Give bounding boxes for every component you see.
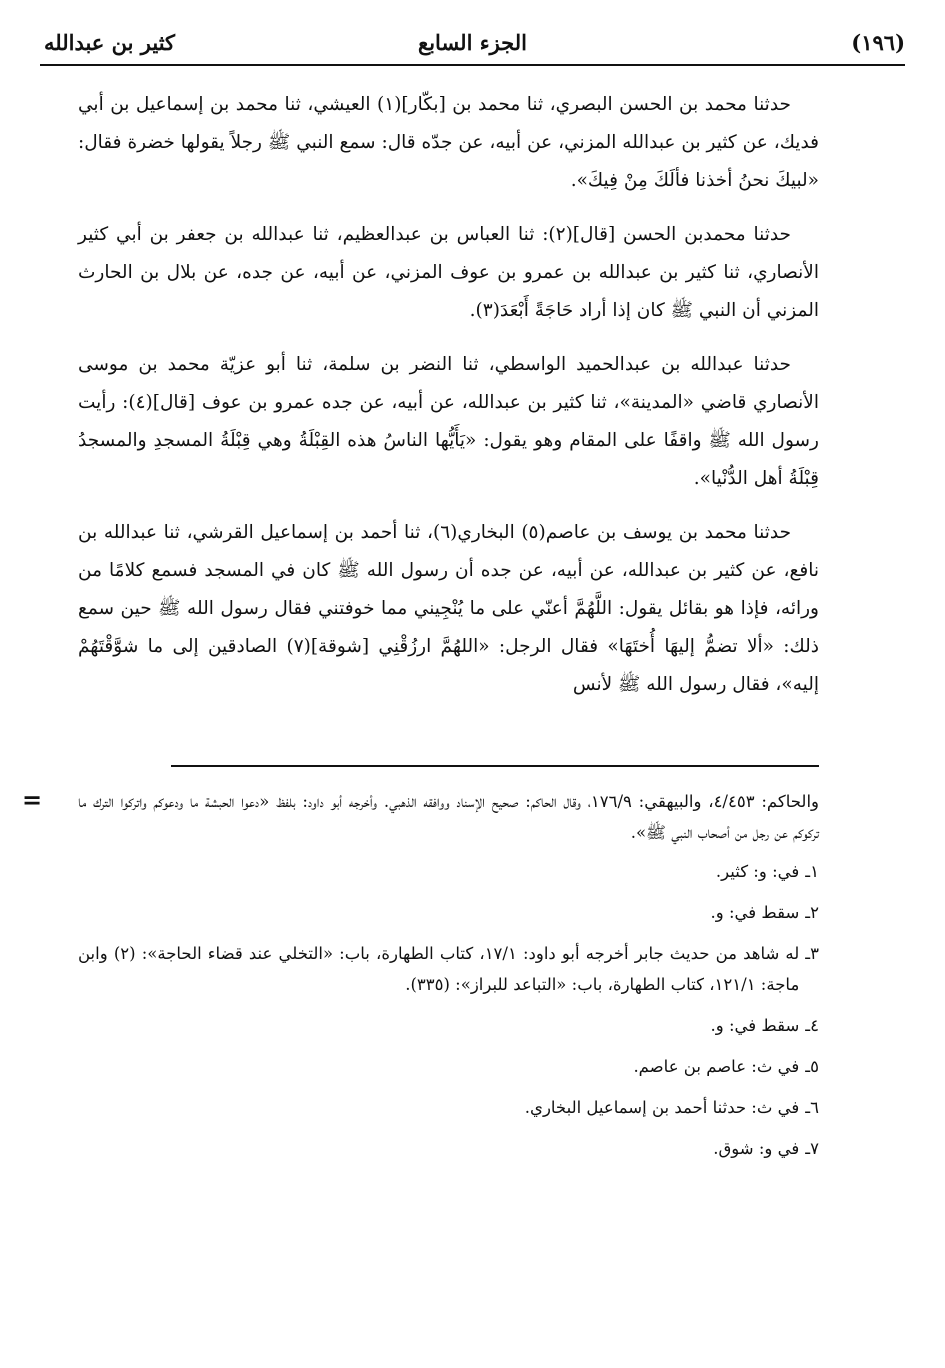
footnote-text: في ث: عاصم بن عاصم. <box>633 1057 800 1076</box>
footnote-text: في ث: حدثنا أحمد بن إسماعيل البخاري. <box>524 1098 800 1117</box>
footnote-number: ٤ـ <box>805 1016 819 1035</box>
footnote-7 <box>78 1133 819 1164</box>
header-rule <box>40 64 905 66</box>
paragraph-4: حدثنا محمد بن يوسف بن عاصم(٥) البخاري(٦)، ثنا أحمد بن إسماعيل القرشي، ثنا عبدالله بن نافع، عن كثير بن عبدالله، عن أبيه، عن جده أن رسول الله ﷺ كان في المسجد فسمع كلامًا من ورائه، فإذا هو بقائل يقول: اللَّهُمَّ أعنّي على ما يُنْجِيني مما خوفتني فقال رسول الله ﷺ حين سمع ذلك: «ألا تضمُّ إليهَا أُختَهَا» فقال الرجل: «اللهُمَّ ارزُقْنِي [شوقة](٧) الصادقين إلى ما شوَّقْتَهُمْ إليه»، فقال رسول الله ﷺ لأنس <box>78 522 819 695</box>
footnote-number: ٦ـ <box>805 1098 819 1117</box>
footnote-number: ٢ـ <box>805 903 819 922</box>
footnote-number: ٣ـ <box>805 944 819 963</box>
footnote-number: ١ـ <box>805 862 819 881</box>
running-head-entry: كثير بن عبدالله <box>44 30 176 55</box>
footnote-text: سقط في: و. <box>710 903 800 922</box>
footnote-continuation <box>22 785 819 848</box>
footnote-number: ٧ـ <box>805 1139 819 1158</box>
footnotes <box>22 785 819 1174</box>
page-number: (١٩٦) <box>851 30 905 55</box>
footnote-text: في: و: كثير. <box>715 862 800 881</box>
footnote-number: ٥ـ <box>805 1057 819 1076</box>
footnote-text: في و: شوق. <box>713 1139 800 1158</box>
running-head-volume: الجزء السابع <box>418 30 527 55</box>
page-header <box>40 20 905 66</box>
footnote-3 <box>78 938 819 1000</box>
footnote-6 <box>78 1092 819 1123</box>
footnote-4 <box>78 1010 819 1041</box>
main-text <box>78 86 819 720</box>
continuation-mark: = <box>22 785 43 814</box>
continuation-text: والحاكم: ٤/٤٥٣، والبيهقي: ١٧٦/٩، وقال الحاكم: صحيح الإسناد ووافقه الذهبي. وأخرجه أبو داود: بلفظ «دعوا الحبشة ما ودعوكم واتركوا الترك ما تركوكم عن رجل من أصحاب النبي ﷺ». <box>78 792 819 842</box>
footnote-5 <box>78 1051 819 1082</box>
paragraph-1: حدثنا محمد بن الحسن البصري، ثنا محمد بن [بكّار](١) العيشي، ثنا محمد بن إسماعيل بن أبي فديك، عن كثير بن عبدالله المزني، عن أبيه، عن جدّه قال: سمع النبي ﷺ رجلاً يقولها خضرة فقال: «لبيكَ نحنُ أخذنا فألَكَ مِنْ فِيكَ». <box>78 94 819 191</box>
footnote-1 <box>78 856 819 887</box>
footnote-separator <box>171 765 819 767</box>
footnote-2 <box>78 897 819 928</box>
footnote-text: سقط في: و. <box>710 1016 800 1035</box>
footnote-text: له شاهد من حديث جابر أخرجه أبو داود: ١٧/١، كتاب الطهارة، باب: «التخلي عند قضاء الحاجة»: (٢) وابن ماجة: ١٢١/١، كتاب الطهارة، باب: «التباعد للبراز»: (٣٣٥). <box>78 944 800 994</box>
paragraph-2: حدثنا محمدبن الحسن [قال](٢): ثنا العباس بن عبدالعظيم، ثنا عبدالله بن جعفر بن أبي كثير الأنصاري، ثنا كثير بن عبدالله بن عمرو بن عوف المزني، عن أبيه، عن جده، عن بلال بن الحارث المزني أن النبي ﷺ كان إذا أراد حَاجَةً أَبْعَدَ(٣). <box>78 224 819 321</box>
paragraph-3: حدثنا عبدالله بن عبدالحميد الواسطي، ثنا النضر بن سلمة، ثنا أبو عزيّة محمد بن موسى الأنصاري قاضي «المدينة»، ثنا كثير بن عبدالله، عن أبيه، عن جده عمرو بن عوف [قال](٤): رأيت رسول الله ﷺ واقفًا على المقام وهو يقول: «يَأَيُّها الناسُ هذه القِبْلَةُ وهي قِبْلَةُ المسجدِ والمسجدُ قِبْلَةُ أهل الدُّنْيا». <box>78 354 819 489</box>
